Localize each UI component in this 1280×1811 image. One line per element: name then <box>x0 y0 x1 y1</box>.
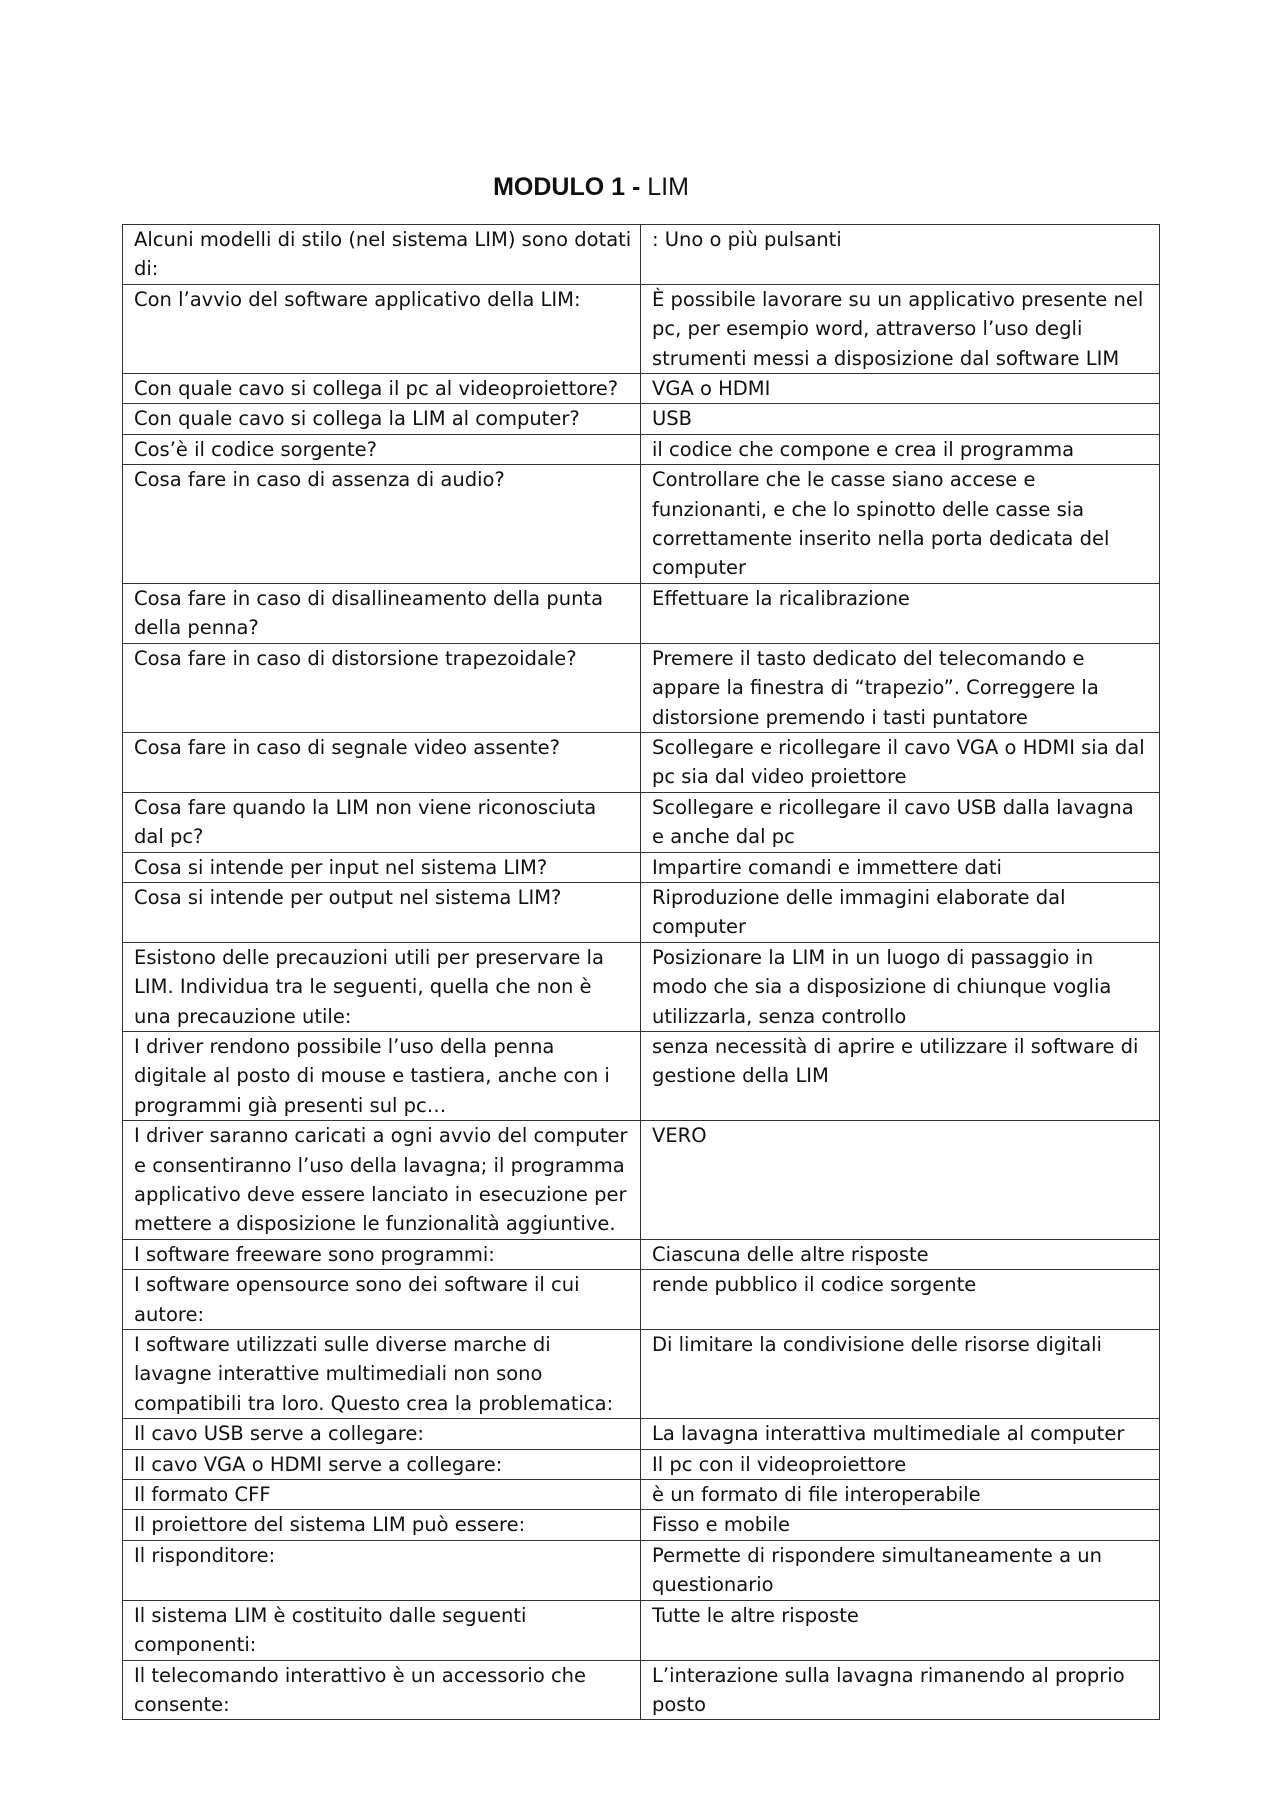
table-row <box>123 852 1160 882</box>
answer-cell: VERO <box>641 1121 1160 1240</box>
question-cell: Alcuni modelli di stilo (nel sistema LIM) sono dotati di: <box>123 225 641 285</box>
question-cell: Con quale cavo si collega la LIM al computer? <box>123 404 641 434</box>
page-title <box>0 172 1182 202</box>
table-row <box>123 1419 1160 1449</box>
question-cell: Cosa fare in caso di distorsione trapezoidale? <box>123 643 641 732</box>
question-cell: I driver saranno caricati a ogni avvio del computer e consentiranno l’uso della lavagna; il programma applicativo deve essere lanciato in esecuzione per mettere a disposizione le funzionalità aggiuntive. <box>123 1121 641 1240</box>
answer-cell: È possibile lavorare su un applicativo presente nel pc, per esempio word, attraverso l’uso degli strumenti messi a disposizione dal software LIM <box>641 284 1160 373</box>
table-row <box>123 1510 1160 1540</box>
answer-cell: La lavagna interattiva multimediale al computer <box>641 1419 1160 1449</box>
question-cell: Esistono delle precauzioni utili per preservare la LIM. Individua tra le seguenti, quella che non è una precauzione utile: <box>123 942 641 1031</box>
page-title-bold: MODULO 1 - <box>493 173 641 201</box>
table-row <box>123 225 1160 285</box>
answer-cell: Posizionare la LIM in un luogo di passaggio in modo che sia a disposizione di chiunque voglia utilizzarla, senza controllo <box>641 942 1160 1031</box>
answer-cell: : Uno o più pulsanti <box>641 225 1160 285</box>
answer-cell: Di limitare la condivisione delle risorse digitali <box>641 1330 1160 1419</box>
table-row <box>123 404 1160 434</box>
answer-cell: senza necessità di aprire e utilizzare il software di gestione della LIM <box>641 1031 1160 1120</box>
answer-cell: il codice che compone e crea il programma <box>641 434 1160 464</box>
question-cell: Il telecomando interattivo è un accessorio che consente: <box>123 1660 641 1720</box>
question-cell: Cos’è il codice sorgente? <box>123 434 641 464</box>
qa-table-body <box>123 225 1160 1720</box>
table-row <box>123 882 1160 942</box>
table-row <box>123 1449 1160 1479</box>
page-title-light: LIM <box>640 173 689 201</box>
question-cell: Cosa fare in caso di segnale video assente? <box>123 732 641 792</box>
table-row <box>123 1660 1160 1720</box>
answer-cell: Ciascuna delle altre risposte <box>641 1239 1160 1269</box>
table-row <box>123 284 1160 373</box>
answer-cell: VGA o HDMI <box>641 374 1160 404</box>
question-cell: Cosa fare in caso di disallineamento della punta della penna? <box>123 583 641 643</box>
question-cell: I driver rendono possibile l’uso della penna digitale al posto di mouse e tastiera, anche con i programmi già presenti sul pc… <box>123 1031 641 1120</box>
table-row <box>123 465 1160 584</box>
table-row <box>123 1330 1160 1419</box>
answer-cell: Premere il tasto dedicato del telecomando e appare la finestra di “trapezio”. Correggere la distorsione premendo i tasti puntatore <box>641 643 1160 732</box>
answer-cell: Il pc con il videoproiettore <box>641 1449 1160 1479</box>
question-cell: Cosa si intende per input nel sistema LIM? <box>123 852 641 882</box>
answer-cell: Tutte le altre risposte <box>641 1600 1160 1660</box>
question-cell: Cosa fare quando la LIM non viene riconosciuta dal pc? <box>123 792 641 852</box>
table-row <box>123 643 1160 732</box>
table-row <box>123 792 1160 852</box>
answer-cell: Effettuare la ricalibrazione <box>641 583 1160 643</box>
question-cell: Cosa si intende per output nel sistema LIM? <box>123 882 641 942</box>
table-row <box>123 583 1160 643</box>
answer-cell: Controllare che le casse siano accese e funzionanti, e che lo spinotto delle casse sia correttamente inserito nella porta dedicata del computer <box>641 465 1160 584</box>
table-row <box>123 1031 1160 1120</box>
question-cell: Il cavo USB serve a collegare: <box>123 1419 641 1449</box>
answer-cell: Scollegare e ricollegare il cavo VGA o HDMI sia dal pc sia dal video proiettore <box>641 732 1160 792</box>
table-row <box>123 1239 1160 1269</box>
question-cell: Il formato CFF <box>123 1480 641 1510</box>
answer-cell: Fisso e mobile <box>641 1510 1160 1540</box>
question-cell: I software freeware sono programmi: <box>123 1239 641 1269</box>
question-cell: Con l’avvio del software applicativo della LIM: <box>123 284 641 373</box>
answer-cell: è un formato di file interoperabile <box>641 1480 1160 1510</box>
answer-cell: USB <box>641 404 1160 434</box>
table-row <box>123 942 1160 1031</box>
question-cell: Cosa fare in caso di assenza di audio? <box>123 465 641 584</box>
table-row <box>123 1121 1160 1240</box>
question-cell: Il cavo VGA o HDMI serve a collegare: <box>123 1449 641 1479</box>
question-cell: Il sistema LIM è costituito dalle seguenti componenti: <box>123 1600 641 1660</box>
answer-cell: Impartire comandi e immettere dati <box>641 852 1160 882</box>
table-row <box>123 374 1160 404</box>
table-row <box>123 732 1160 792</box>
question-cell: Il risponditore: <box>123 1540 641 1600</box>
question-cell: Il proiettore del sistema LIM può essere: <box>123 1510 641 1540</box>
table-row <box>123 1540 1160 1600</box>
table-row <box>123 434 1160 464</box>
answer-cell: Scollegare e ricollegare il cavo USB dalla lavagna e anche dal pc <box>641 792 1160 852</box>
answer-cell: Permette di rispondere simultaneamente a un questionario <box>641 1540 1160 1600</box>
table-row <box>123 1600 1160 1660</box>
question-cell: Con quale cavo si collega il pc al videoproiettore? <box>123 374 641 404</box>
table-row <box>123 1480 1160 1510</box>
answer-cell: rende pubblico il codice sorgente <box>641 1270 1160 1330</box>
question-cell: I software utilizzati sulle diverse marche di lavagne interattive multimediali non sono compatibili tra loro. Questo crea la problematica: <box>123 1330 641 1419</box>
qa-table <box>122 224 1160 1720</box>
answer-cell: L’interazione sulla lavagna rimanendo al proprio posto <box>641 1660 1160 1720</box>
question-cell: I software opensource sono dei software il cui autore: <box>123 1270 641 1330</box>
table-row <box>123 1270 1160 1330</box>
answer-cell: Riproduzione delle immagini elaborate dal computer <box>641 882 1160 942</box>
